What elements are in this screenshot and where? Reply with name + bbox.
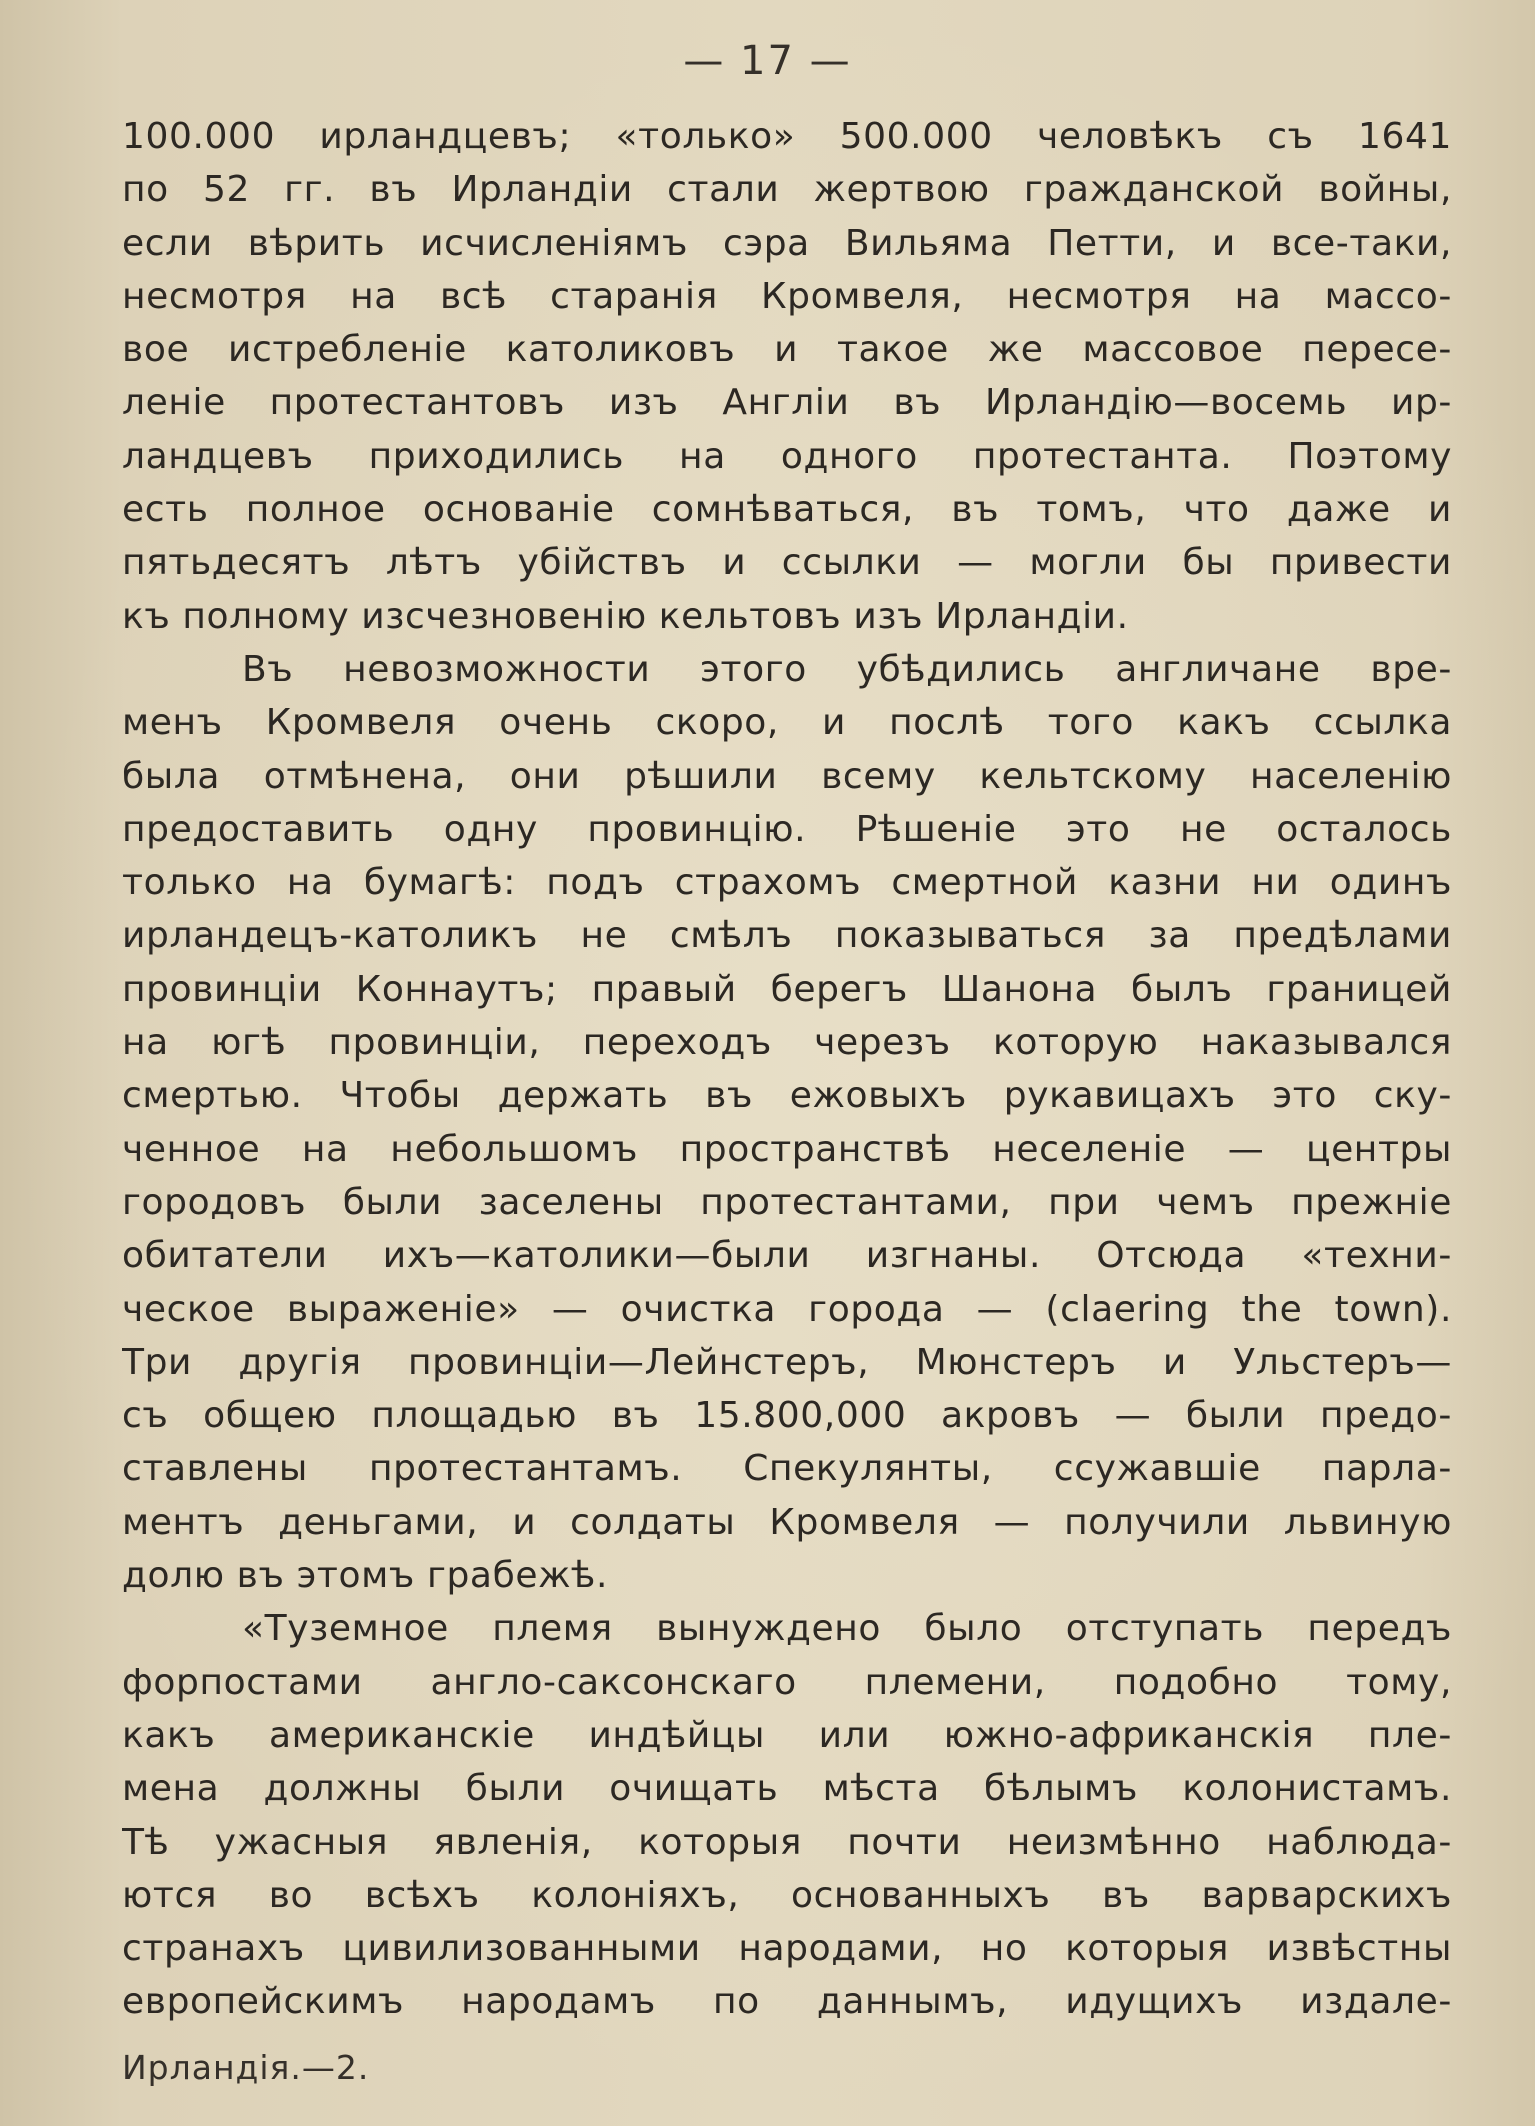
paragraph-first-line: «Туземное племя вынуждено было отступать передъ bbox=[242, 1608, 1452, 1650]
text-line: вое истребленіе католиковъ и такое же массовое пересе- bbox=[122, 329, 1452, 371]
text-line: мена должны были очищать мѣста бѣлымъ колонистамъ. bbox=[122, 1768, 1452, 1810]
text-line: предоставить одну провинцію. Рѣшеніе это не осталось bbox=[122, 808, 1452, 850]
text-line: обитатели ихъ—католики—были изгнаны. Отсюда «техни- bbox=[122, 1235, 1452, 1277]
text-line: пятьдесятъ лѣтъ убійствъ и ссылки — могли бы привести bbox=[122, 542, 1452, 584]
text-line: ирландецъ-католикъ не смѣлъ показываться за предѣлами bbox=[122, 915, 1452, 957]
text-line: ченное на небольшомъ пространствѣ неселеніе — центры bbox=[122, 1128, 1452, 1170]
text-line: если вѣрить исчисленіямъ сэра Вильяма Петти, и все-таки, bbox=[122, 222, 1452, 264]
text-line: ментъ деньгами, и солдаты Кромвеля — получили львиную bbox=[122, 1501, 1452, 1543]
text-line: съ общею площадью въ 15.800,000 акровъ — были предо- bbox=[122, 1395, 1452, 1437]
page-number: — 17 — bbox=[683, 38, 852, 84]
body-text bbox=[122, 110, 1452, 2029]
text-line: только на бумагѣ: подъ страхомъ смертной казни ни одинъ bbox=[122, 862, 1452, 904]
text-line: ландцевъ приходились на одного протестанта. Поэтому bbox=[122, 435, 1452, 477]
paragraph-first-line: Въ невозможности этого убѣдились англичане вре- bbox=[242, 648, 1452, 690]
text-line: ческое выраженіе» — очистка города — (claering the town). bbox=[122, 1288, 1452, 1330]
signature-mark: Ирландія.—2. bbox=[122, 2048, 370, 2087]
text-line: ются во всѣхъ колоніяхъ, основанныхъ въ варварскихъ bbox=[122, 1874, 1452, 1916]
text-line: провинціи Коннаутъ; правый берегъ Шанона былъ границей bbox=[122, 968, 1452, 1010]
text-line: была отмѣнена, они рѣшили всему кельтскому населенію bbox=[122, 755, 1452, 797]
text-line: Три другія провинціи—Лейнстеръ, Мюнстеръ и Ульстеръ— bbox=[122, 1341, 1452, 1383]
text-line: долю въ этомъ грабежѣ. bbox=[122, 1555, 608, 1597]
text-line: европейскимъ народамъ по даннымъ, идущихъ издале- bbox=[122, 1981, 1452, 2023]
text-line: городовъ были заселены протестантами, при чемъ прежніе bbox=[122, 1181, 1452, 1223]
text-line: менъ Кромвеля очень скоро, и послѣ того какъ ссылка bbox=[122, 702, 1452, 744]
text-line: по 52 гг. въ Ирландіи стали жертвою гражданской войны, bbox=[122, 169, 1452, 211]
text-line: есть полное основаніе сомнѣваться, въ томъ, что даже и bbox=[122, 489, 1452, 531]
text-line: какъ американскіе индѣйцы или южно-африканскія пле- bbox=[122, 1714, 1452, 1756]
text-line: леніе протестантовъ изъ Англіи въ Ирландію—восемь ир- bbox=[122, 382, 1452, 424]
text-line: странахъ цивилизованными народами, но которыя извѣстны bbox=[122, 1928, 1452, 1970]
text-line: на югѣ провинціи, переходъ черезъ которую наказывался bbox=[122, 1022, 1452, 1064]
text-line: несмотря на всѣ старанія Кромвеля, несмотря на массо- bbox=[122, 275, 1452, 317]
text-line: ставлены протестантамъ. Спекулянты, ссужавшіе парла- bbox=[122, 1448, 1452, 1490]
text-line: форпостами англо-саксонскаго племени, подобно тому, bbox=[122, 1661, 1452, 1703]
text-line: къ полному изсчезновенію кельтовъ изъ Ирландіи. bbox=[122, 595, 1129, 637]
text-line: смертью. Чтобы держать въ ежовыхъ рукавицахъ это ску- bbox=[122, 1075, 1452, 1117]
text-line: 100.000 ирландцевъ; «только» 500.000 человѣкъ съ 1641 bbox=[122, 116, 1452, 157]
text-line: Тѣ ужасныя явленія, которыя почти неизмѣнно наблюда- bbox=[122, 1821, 1452, 1863]
